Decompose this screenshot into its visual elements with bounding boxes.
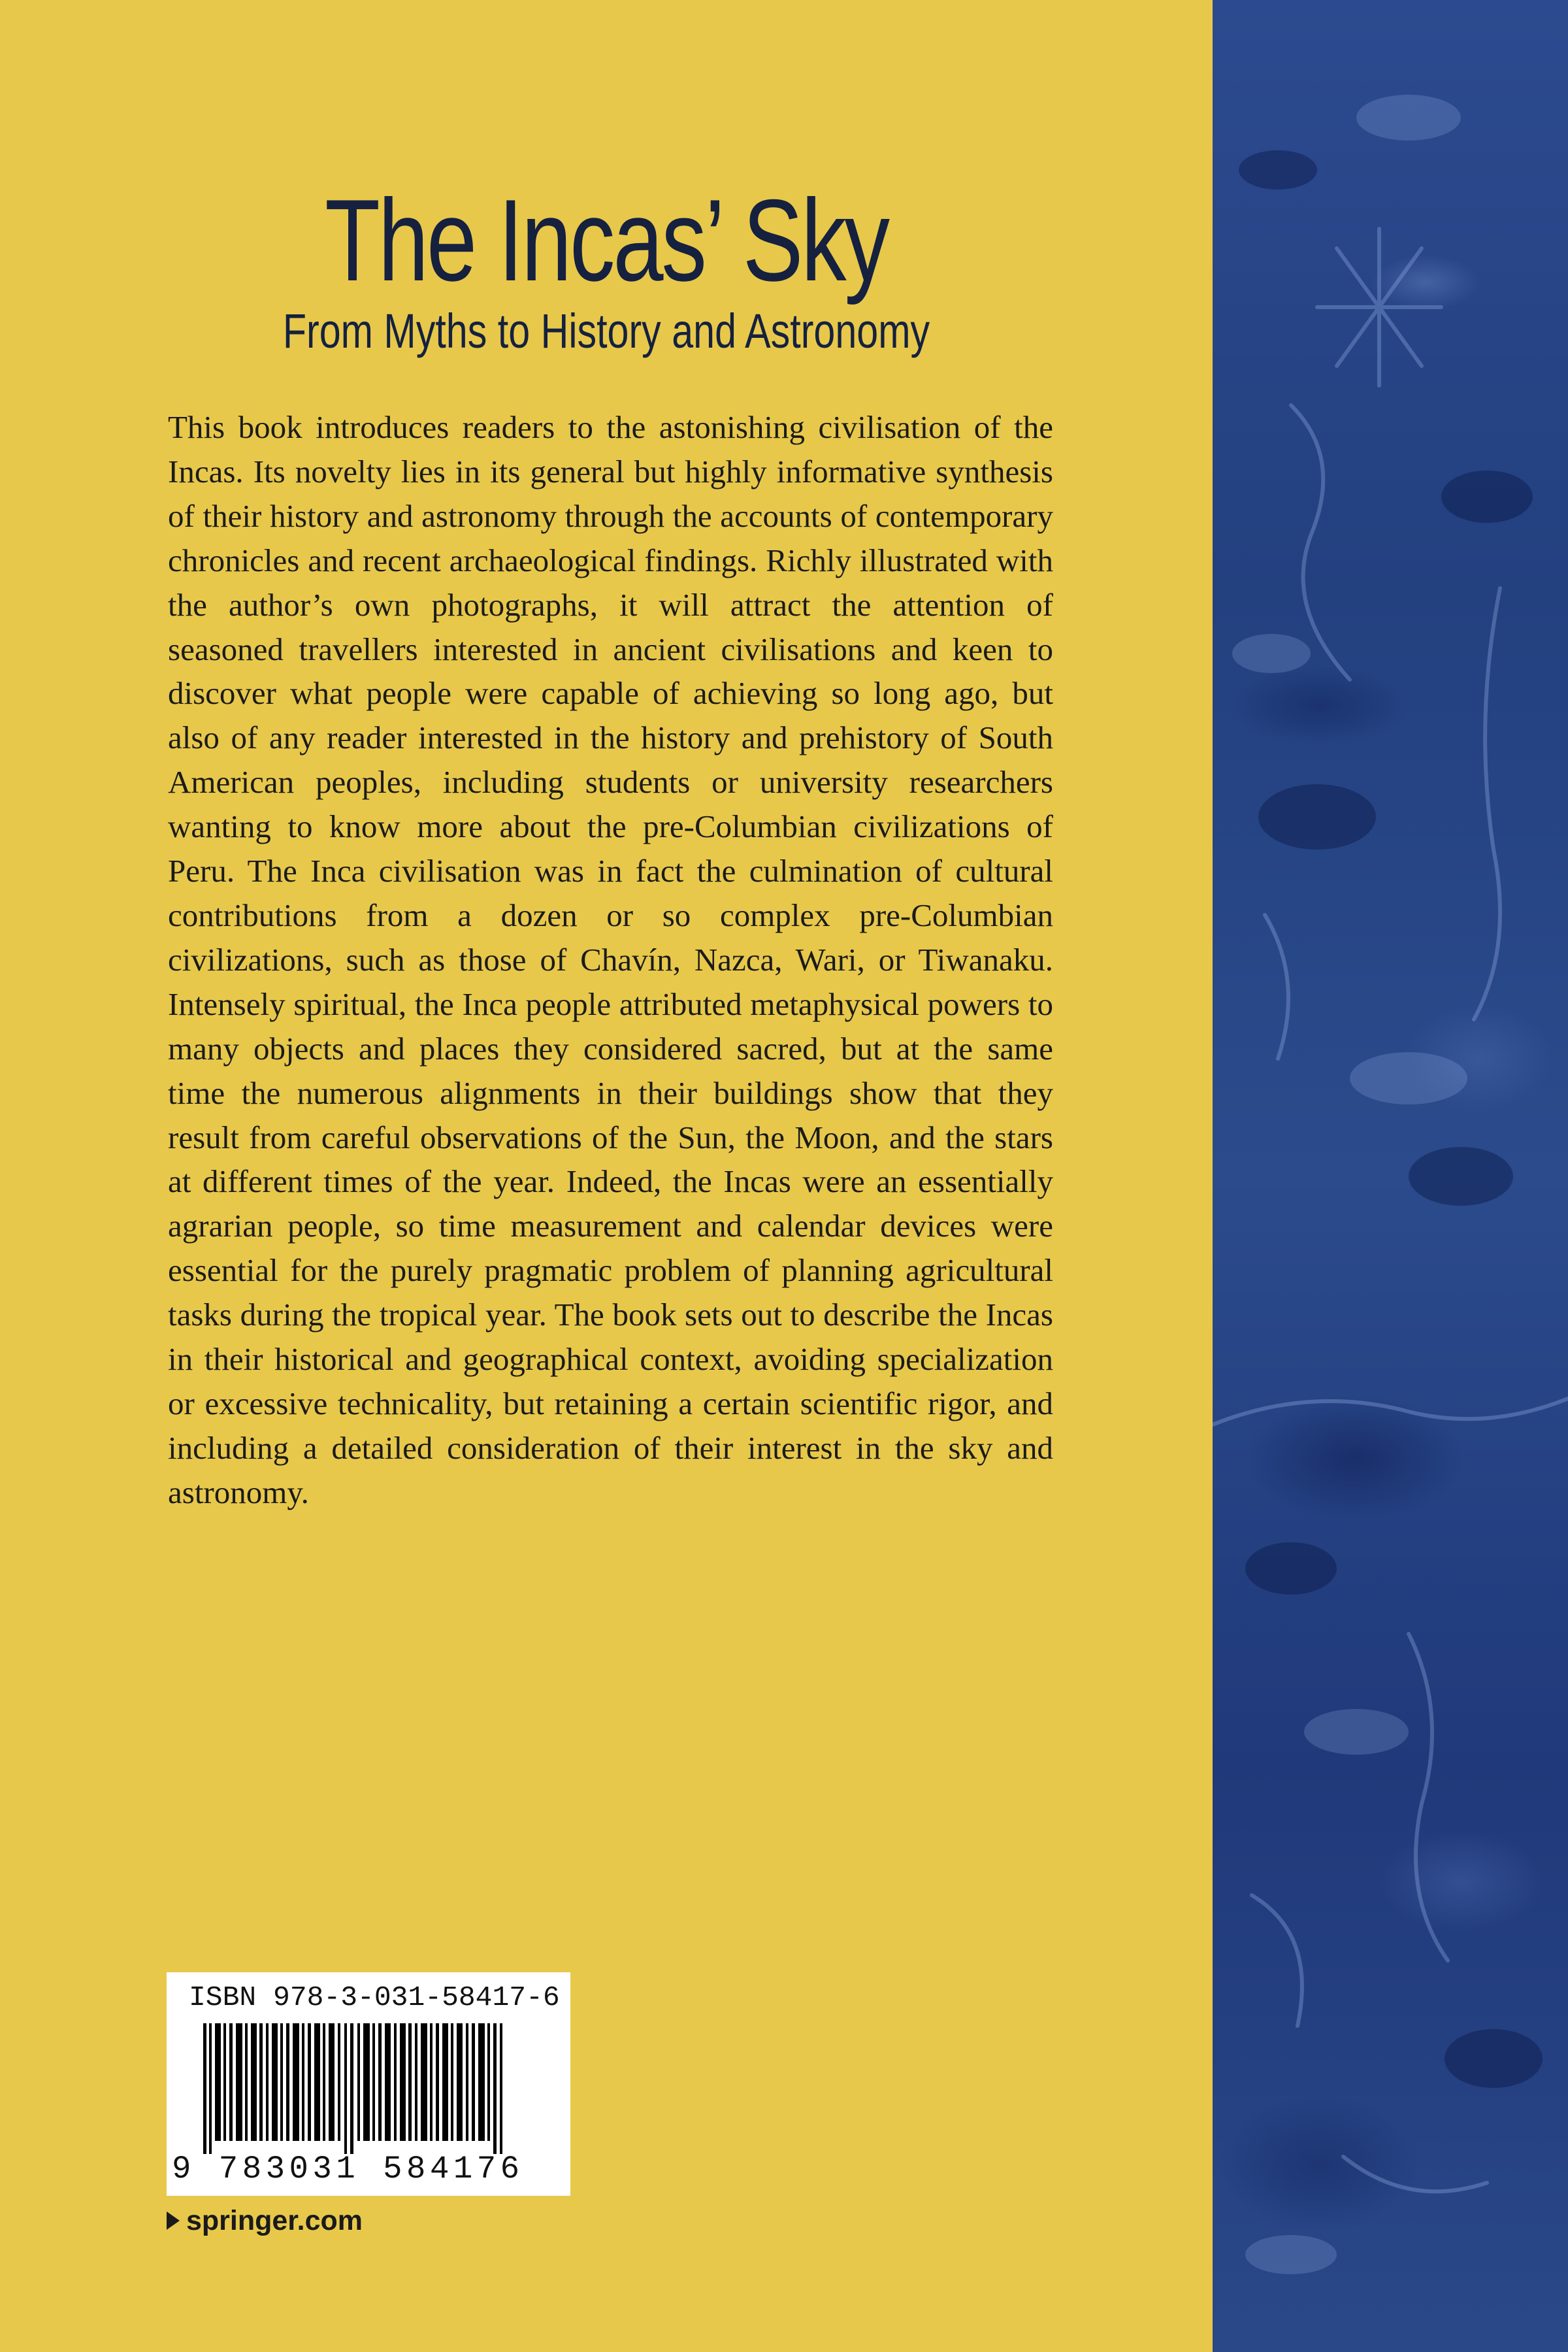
book-title: The Incas’ Sky bbox=[325, 175, 888, 305]
isbn-label: ISBN 978-3-031-58417-6 bbox=[189, 1981, 560, 2013]
barcode-number: 9 783031 584176 bbox=[172, 2151, 524, 2187]
book-description: This book introduces readers to the astonishing civilisation of the Incas. Its novelty lies in its general but highly informative synthesis of their history and astronomy through the accounts of contemporary chronicles and recent archaeological findings. Richly illustrated with the author’s own photographs, it will attract the attention of seasoned travellers interested in ancient civilisations and keen to discover what people were capable of achieving so long ago, but also of any reader interested in the history and prehistory of South American peoples, including students or university researchers wanting to know more about the pre-Columbian civilizations of Peru. The Inca civilisation was in fact the culmination of cultural contributions from a dozen or so complex pre-Columbian civilizations, such as those of Chavín, Nazca, Wari, or Tiwanaku. Intensely spiritual, the Inca people attributed metaphysical powers to many objects and places they considered sacred, but at the same time the numerous alignments in their buildings show that they result from careful observations of the Sun, the Moon, and the stars at different times of the year. Indeed, the Incas were an essentially agrarian people, so time measurement and calendar devices were essential for the purely pragmatic problem of planning agricultural tasks during the tropical year. The book sets out to describe the Incas in their historical and geographical context, avoiding specialization or excessive technicality, but retaining a certain scientific rigor, and including a detailed consideration of their interest in the sky and astronomy. bbox=[168, 409, 1053, 1510]
publisher-link[interactable] bbox=[167, 2203, 363, 2238]
isbn-barcode bbox=[167, 1972, 570, 2196]
side-photo-panel bbox=[1213, 0, 1568, 2352]
publisher-url: springer.com bbox=[186, 2205, 363, 2236]
barcode-bars bbox=[203, 2023, 530, 2154]
book-subtitle: From Myths to History and Astronomy bbox=[282, 304, 930, 358]
arrow-right-icon bbox=[167, 2211, 180, 2230]
carved-stone-texture bbox=[1213, 0, 1568, 2352]
